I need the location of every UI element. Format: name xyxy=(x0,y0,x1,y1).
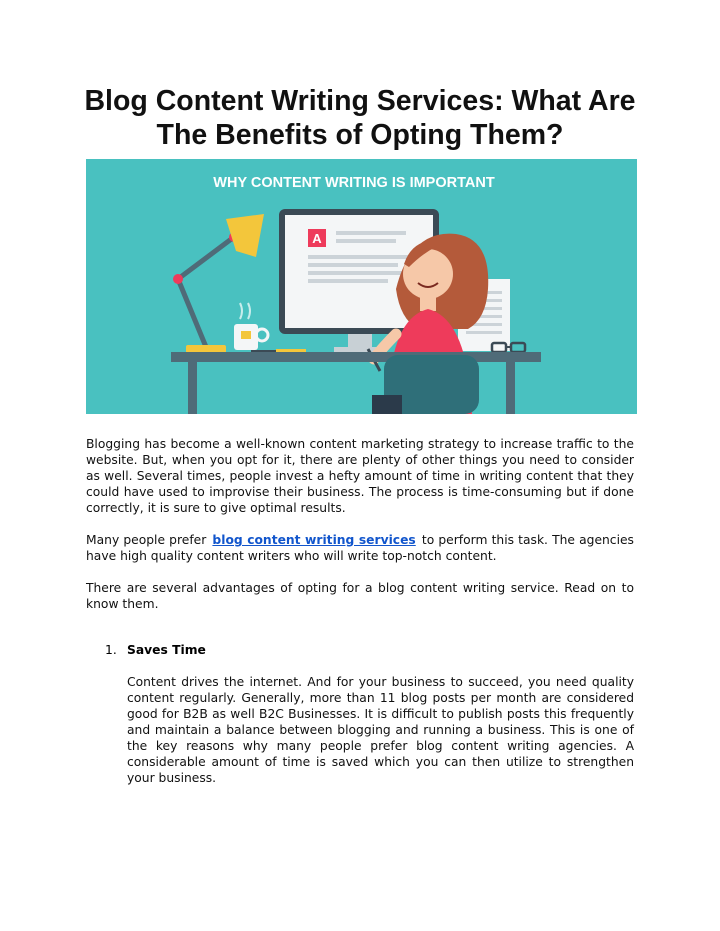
list-item-number: 1. xyxy=(105,643,117,657)
paragraph-services xyxy=(86,532,634,564)
hero-banner-text: WHY CONTENT WRITING IS IMPORTANT xyxy=(213,175,495,191)
paragraph-services-before-link: Many people prefer xyxy=(86,533,207,547)
hero-illustration xyxy=(86,159,637,414)
desk-top xyxy=(171,352,541,362)
paragraph-services-after-link: to perform this task. The agencies have high quality content writers who will write top-notch content. xyxy=(86,533,634,563)
intro-paragraph: Blogging has become a well-known content marketing strategy to increase traffic to the website. But, when you opt for it, there are plenty of other things you need to consider as well. Several times, people invest a hefty amount of time in writing content that they could have used to improvise their business. The process is time-consuming but if done correctly, it is sure to give optimal results. xyxy=(86,437,634,515)
monitor-letter: A xyxy=(312,231,322,246)
list-item-saves-time xyxy=(105,642,635,658)
list-item-heading: Saves Time xyxy=(127,643,206,657)
list-item-body: Content drives the internet. And for your business to succeed, you need quality content regularly. Generally, more than 11 blog posts per month are considered good for B2B as well B2C Businesses. It is difficult to publish posts this frequently and maintain a balance between blogging and running a business. This is one of the key reasons why many people prefer blog content writing agencies. A considerable amount of time is saved which you can then utilize to strengthen your business. xyxy=(127,675,634,785)
page-title: Blog Content Writing Services: What Are The Benefits of Opting Them? xyxy=(84,85,636,151)
blog-content-writing-services-link[interactable]: blog content writing services xyxy=(212,533,416,547)
paragraph-advantages: There are several advantages of opting for a blog content writing service. Read on to know them. xyxy=(86,581,634,611)
chair-illustration xyxy=(372,355,479,414)
